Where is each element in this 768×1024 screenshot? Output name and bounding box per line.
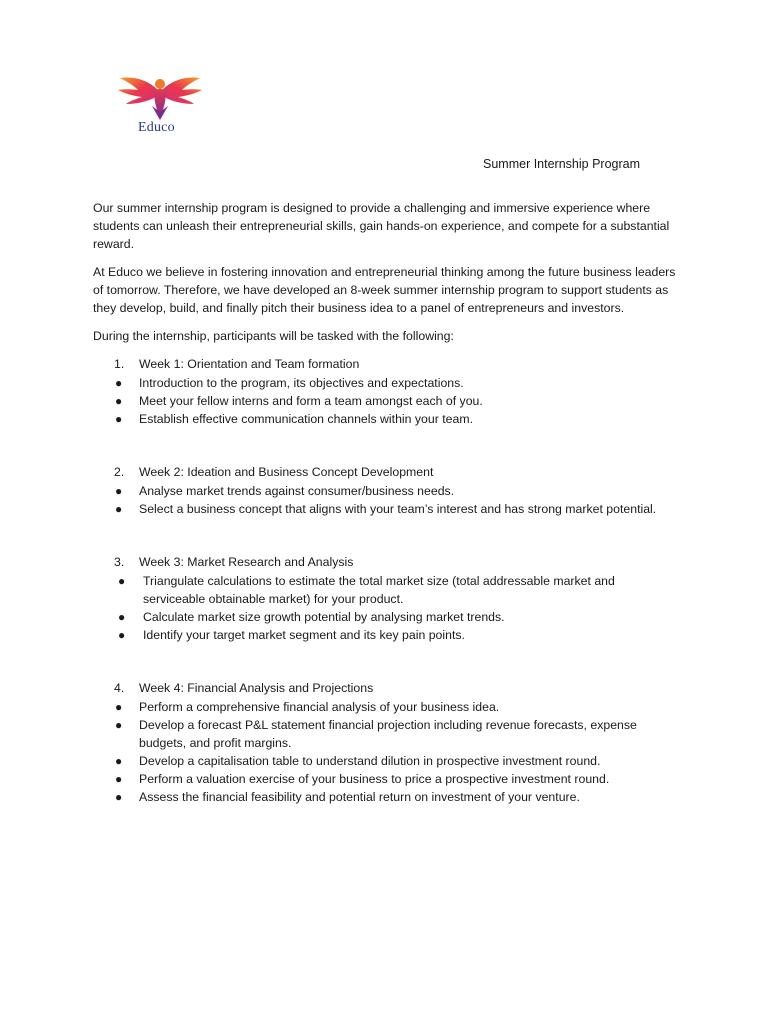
about-paragraph: At Educo we believe in fostering innovation and entrepreneurial thinking among the future business leaders of tomorrow. Therefore, we have developed an 8-week summer internship program to support students as they develop, build, and finally pitch their business idea to a panel of entrepreneurs and investors. xyxy=(93,265,676,315)
list-item: ● Establish effective communication channels within your team. xyxy=(115,412,474,426)
bullet-icon: ● xyxy=(115,772,123,786)
week-number: 2. xyxy=(114,465,125,479)
list-item: ● Calculate market size growth potential by analysing market trends. xyxy=(118,610,505,624)
week-title: Week 1: Orientation and Team formation xyxy=(139,357,360,371)
bullet-icon: ● xyxy=(115,394,123,408)
week-title: Week 2: Ideation and Business Concept Development xyxy=(139,465,434,479)
bullet-icon: ● xyxy=(115,754,123,768)
week-section-1 xyxy=(93,355,678,428)
week-heading xyxy=(93,355,678,373)
logo-wordmark: Educo xyxy=(138,120,175,135)
document-title: Summer Internship Program xyxy=(483,157,641,171)
week-task-list xyxy=(93,572,678,644)
week-section-3 xyxy=(93,553,678,644)
week-number: 1. xyxy=(114,357,125,371)
bullet-icon: ● xyxy=(115,376,123,390)
list-item: ● Introduction to the program, its objectives and expectations. xyxy=(115,376,464,390)
week-task-list xyxy=(93,698,678,806)
list-item: ● Analyse market trends against consumer/business needs. xyxy=(115,484,455,498)
week-number: 4. xyxy=(114,681,125,695)
week-section-2 xyxy=(93,463,678,518)
week-section-4 xyxy=(93,679,678,806)
list-item: ● Assess the financial feasibility and potential return on investment of your venture. xyxy=(115,790,580,804)
week-task-list xyxy=(93,374,678,428)
bullet-icon: ● xyxy=(115,790,123,804)
list-item: ● Perform a valuation exercise of your business to price a prospective investment round. xyxy=(115,772,610,786)
week-heading xyxy=(93,679,678,697)
document-body xyxy=(93,199,678,806)
bullet-icon: ● xyxy=(115,700,123,714)
bullet-icon: ● xyxy=(118,610,126,624)
week-heading xyxy=(93,553,678,571)
list-item: ● Meet your fellow interns and form a team amongst each of you. xyxy=(115,394,483,408)
week-heading xyxy=(93,463,678,481)
list-item: ● Identify your target market segment and its key pain points. xyxy=(118,628,465,642)
intro-paragraph: Our summer internship program is designed to provide a challenging and immersive experience where students can unleash their entrepreneurial skills, gain hands-on experience, and compete for a substantial reward. xyxy=(93,201,670,251)
week-task-list xyxy=(93,482,678,518)
week-title: Week 4: Financial Analysis and Projections xyxy=(139,681,374,695)
bullet-icon: ● xyxy=(115,718,123,732)
list-item: ● Select a business concept that aligns with your team’s interest and has strong market potential. xyxy=(115,502,657,516)
bullet-icon: ● xyxy=(118,574,126,588)
list-item: ● Develop a forecast P&L statement financial projection including revenue forecasts, expense budgets, and profit margins. xyxy=(115,718,637,750)
bullet-icon: ● xyxy=(118,628,126,642)
bullet-icon: ● xyxy=(115,412,123,426)
list-item: ● Triangulate calculations to estimate the total market size (total addressable market and serviceable obtainable market) for your product. xyxy=(118,574,615,606)
list-item: ● Perform a comprehensive financial analysis of your business idea. xyxy=(115,700,500,714)
tasks-intro-paragraph: During the internship, participants will be tasked with the following: xyxy=(93,329,454,343)
week-number: 3. xyxy=(114,555,125,569)
week-title: Week 3: Market Research and Analysis xyxy=(139,555,354,569)
phoenix-logo-icon xyxy=(110,70,210,122)
bullet-icon: ● xyxy=(115,502,123,516)
list-item: ● Develop a capitalisation table to understand dilution in prospective investment round. xyxy=(115,754,601,768)
bullet-icon: ● xyxy=(115,484,123,498)
